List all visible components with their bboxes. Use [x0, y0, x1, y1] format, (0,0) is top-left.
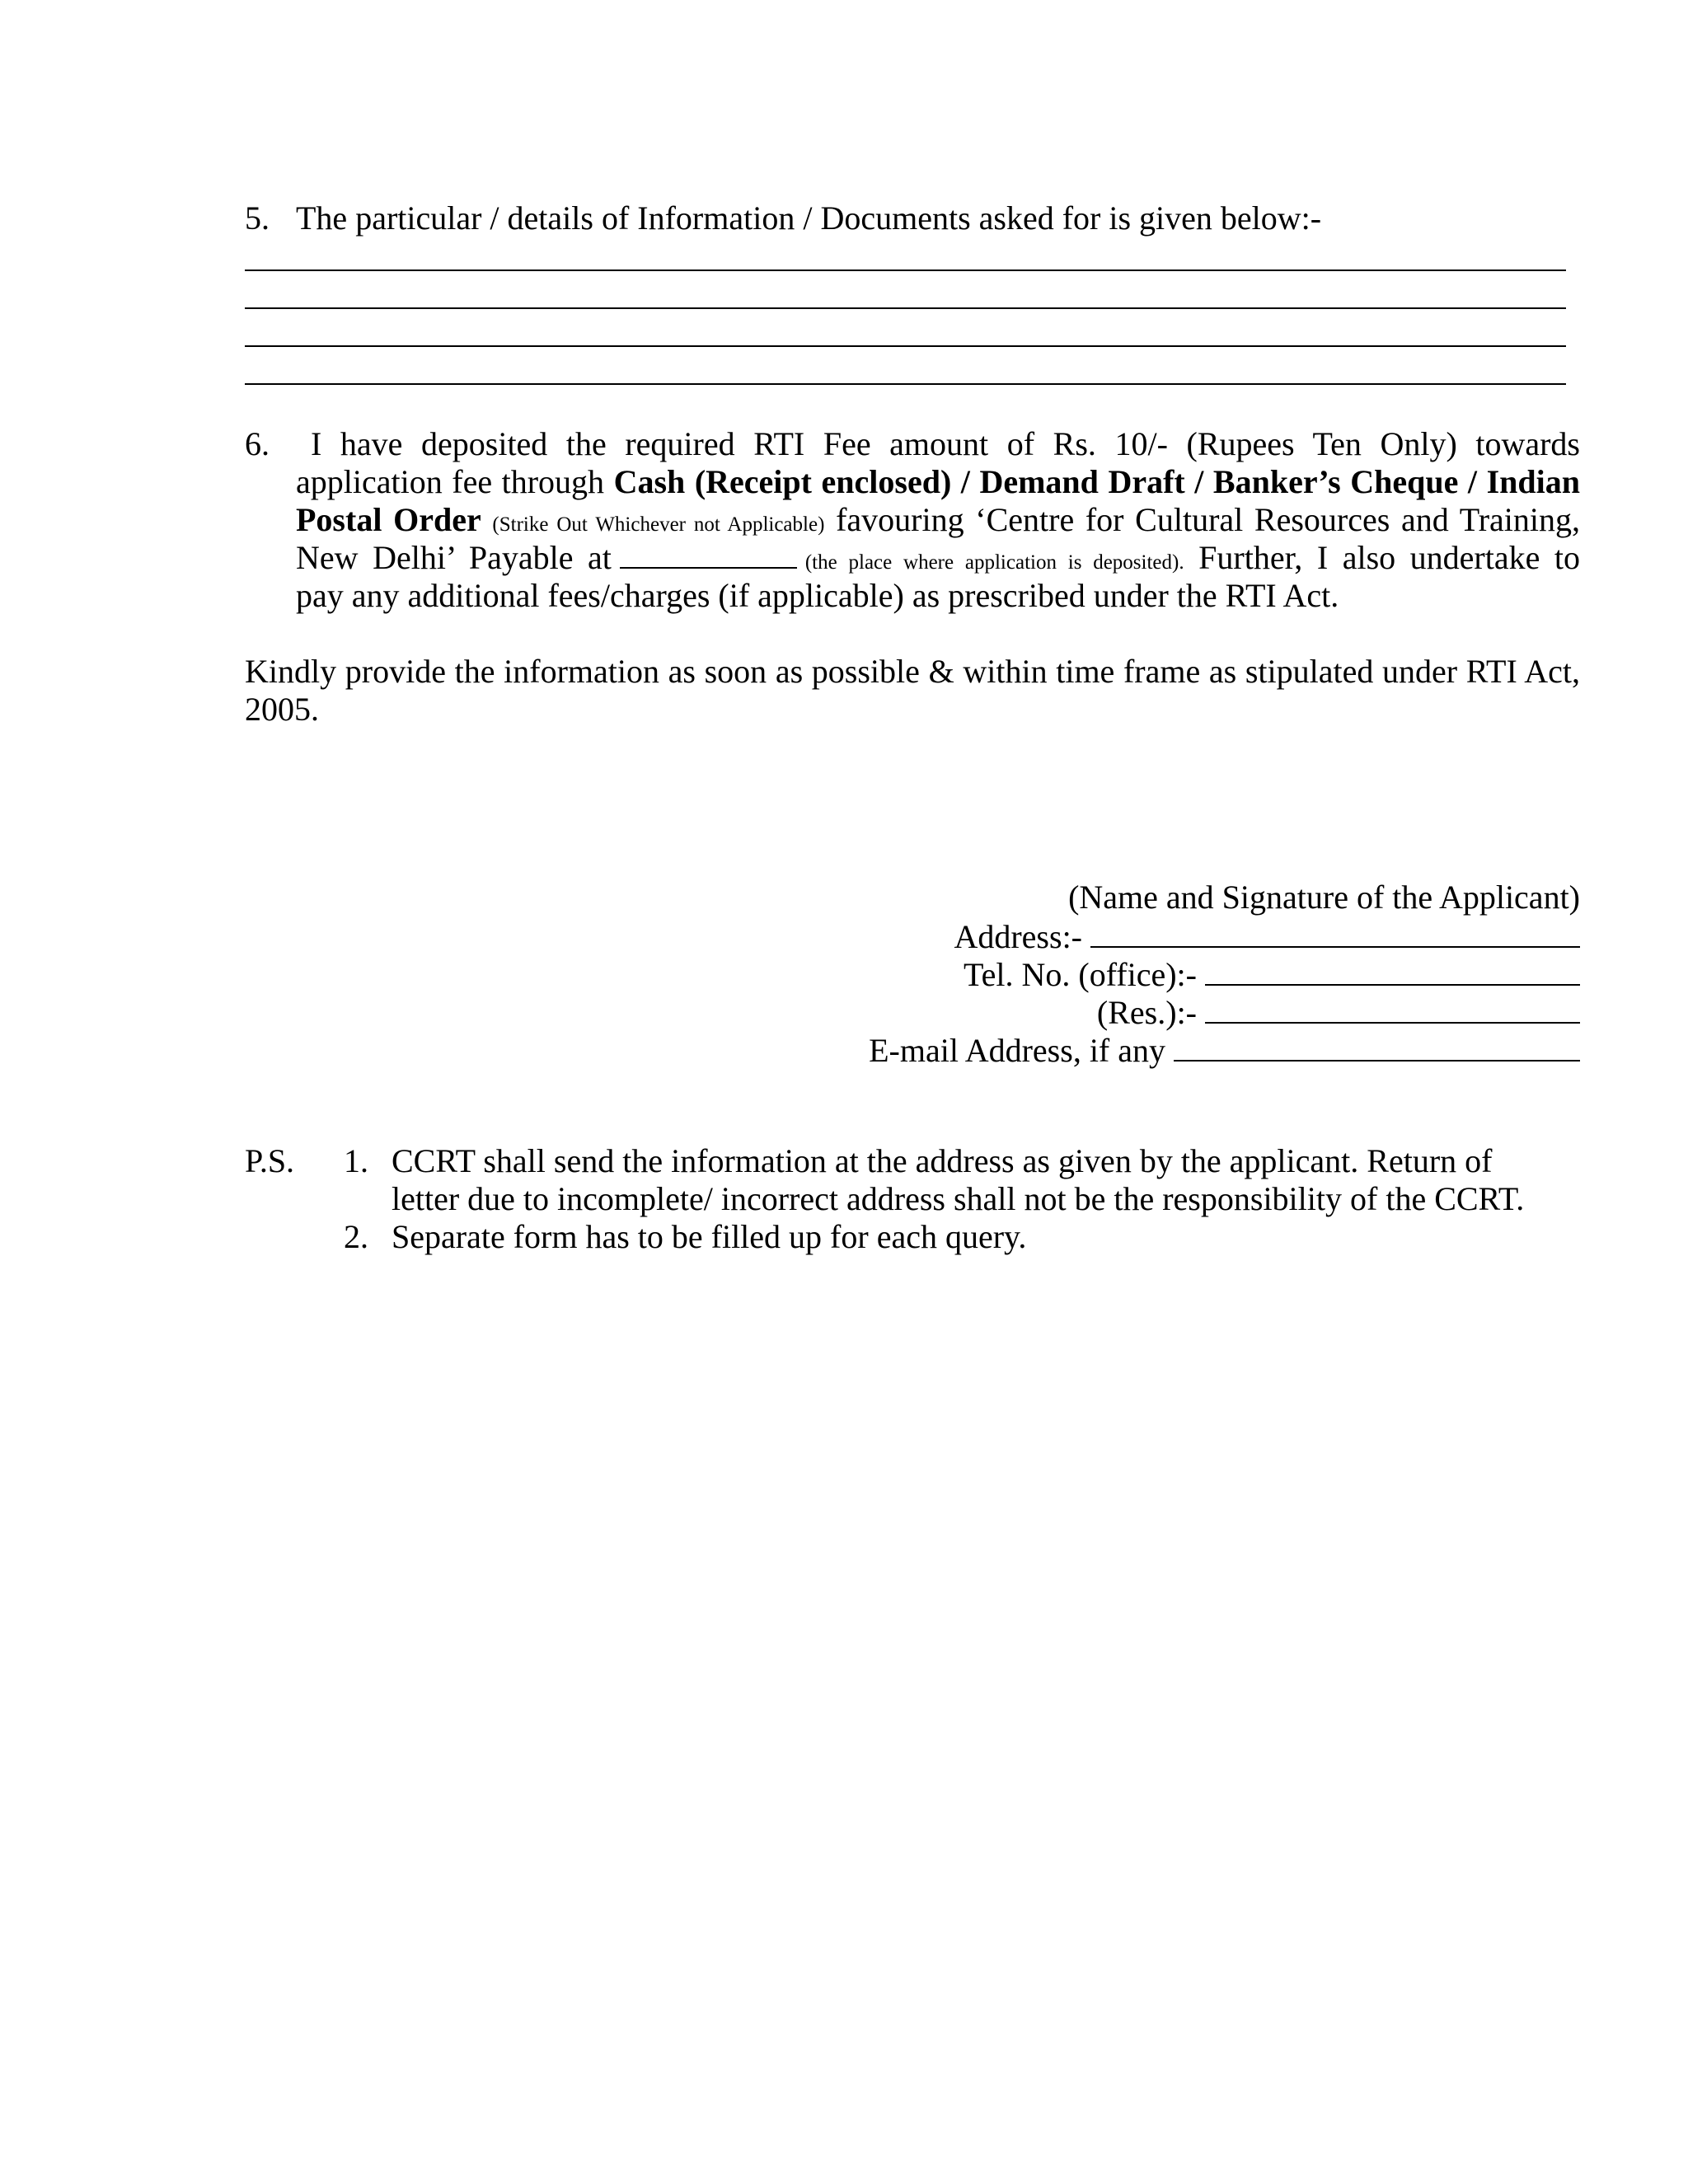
tel-office-row — [742, 954, 1580, 992]
name-signature-label: (Name and Signature of the Applicant) — [1068, 879, 1580, 916]
signature-block — [742, 879, 1580, 1068]
ps-note-2-line-1: Separate form has to be filled up for each query. — [392, 1218, 1027, 1255]
payable-at-blank[interactable] — [620, 541, 797, 569]
payment-modes-bold: Cash (Receipt enclosed) / Demand Draft / Banker’s Cheque / Indian — [613, 463, 1580, 500]
details-line-3[interactable] — [245, 345, 1566, 347]
tel-office-field[interactable] — [1205, 954, 1580, 986]
details-line-1[interactable] — [245, 269, 1566, 271]
ps-note-2-number: 2. — [344, 1218, 368, 1255]
address-field[interactable] — [1090, 916, 1580, 948]
item-6-body — [296, 425, 1580, 615]
item-6-line-5: pay any additional fees/charges (if applicable) as prescribed under the RTI Act. — [296, 577, 1339, 614]
tel-res-label: (Res.):- — [1096, 994, 1197, 1031]
item-6-line-2: application fee through Cash (Receipt enclosed) / Demand Draft / Banker’s Cheque / Indian — [296, 463, 1580, 500]
email-label: E-mail Address, if any — [869, 1032, 1165, 1069]
ps-note-1-number: 1. — [344, 1142, 368, 1179]
item-6-line-4: New Delhi’ Payable at (the place where application is deposited). Further, I also undertake to — [296, 539, 1581, 576]
ps-note-1-line-1: CCRT shall send the information at the address as given by the applicant. Return of — [392, 1142, 1493, 1179]
place-note: (the place where application is deposited). — [804, 551, 1184, 574]
request-paragraph — [245, 653, 1580, 729]
request-line-2: 2005. — [245, 691, 319, 728]
item-6-number: 6. — [245, 425, 270, 462]
email-field[interactable] — [1174, 1030, 1580, 1062]
details-line-2[interactable] — [245, 307, 1566, 309]
item-6-line-1: I have deposited the required RTI Fee amount of Rs. 10/- (Rupees Ten Only) towards — [311, 425, 1580, 462]
postal-order-bold: Postal Order — [296, 501, 481, 538]
request-line-1: Kindly provide the information as soon as possible & within time frame as stipulated under RTI Act, — [245, 653, 1580, 690]
item-5-number: 5. — [245, 199, 270, 237]
ps-note-1-line-2: letter due to incomplete/ incorrect address shall not be the responsibility of the CCRT. — [392, 1180, 1525, 1217]
details-line-4[interactable] — [245, 383, 1566, 385]
item-5 — [245, 199, 1580, 237]
strike-out-note: (Strike Out Whichever not Applicable) — [492, 513, 825, 536]
address-label: Address:- — [954, 918, 1082, 955]
address-row — [742, 916, 1580, 954]
item-6-line-3: Postal Order (Strike Out Whichever not Applicable) favouring ‘Centre for Cultural Resources and Training, — [296, 501, 1581, 538]
email-row — [742, 1030, 1580, 1068]
ps-label: P.S. — [245, 1142, 295, 1179]
tel-office-label: Tel. No. (office):- — [963, 956, 1197, 993]
tel-res-field[interactable] — [1205, 992, 1580, 1024]
tel-res-row — [742, 992, 1580, 1030]
item-5-text: The particular / details of Information / Documents asked for is given below:- — [296, 199, 1322, 237]
